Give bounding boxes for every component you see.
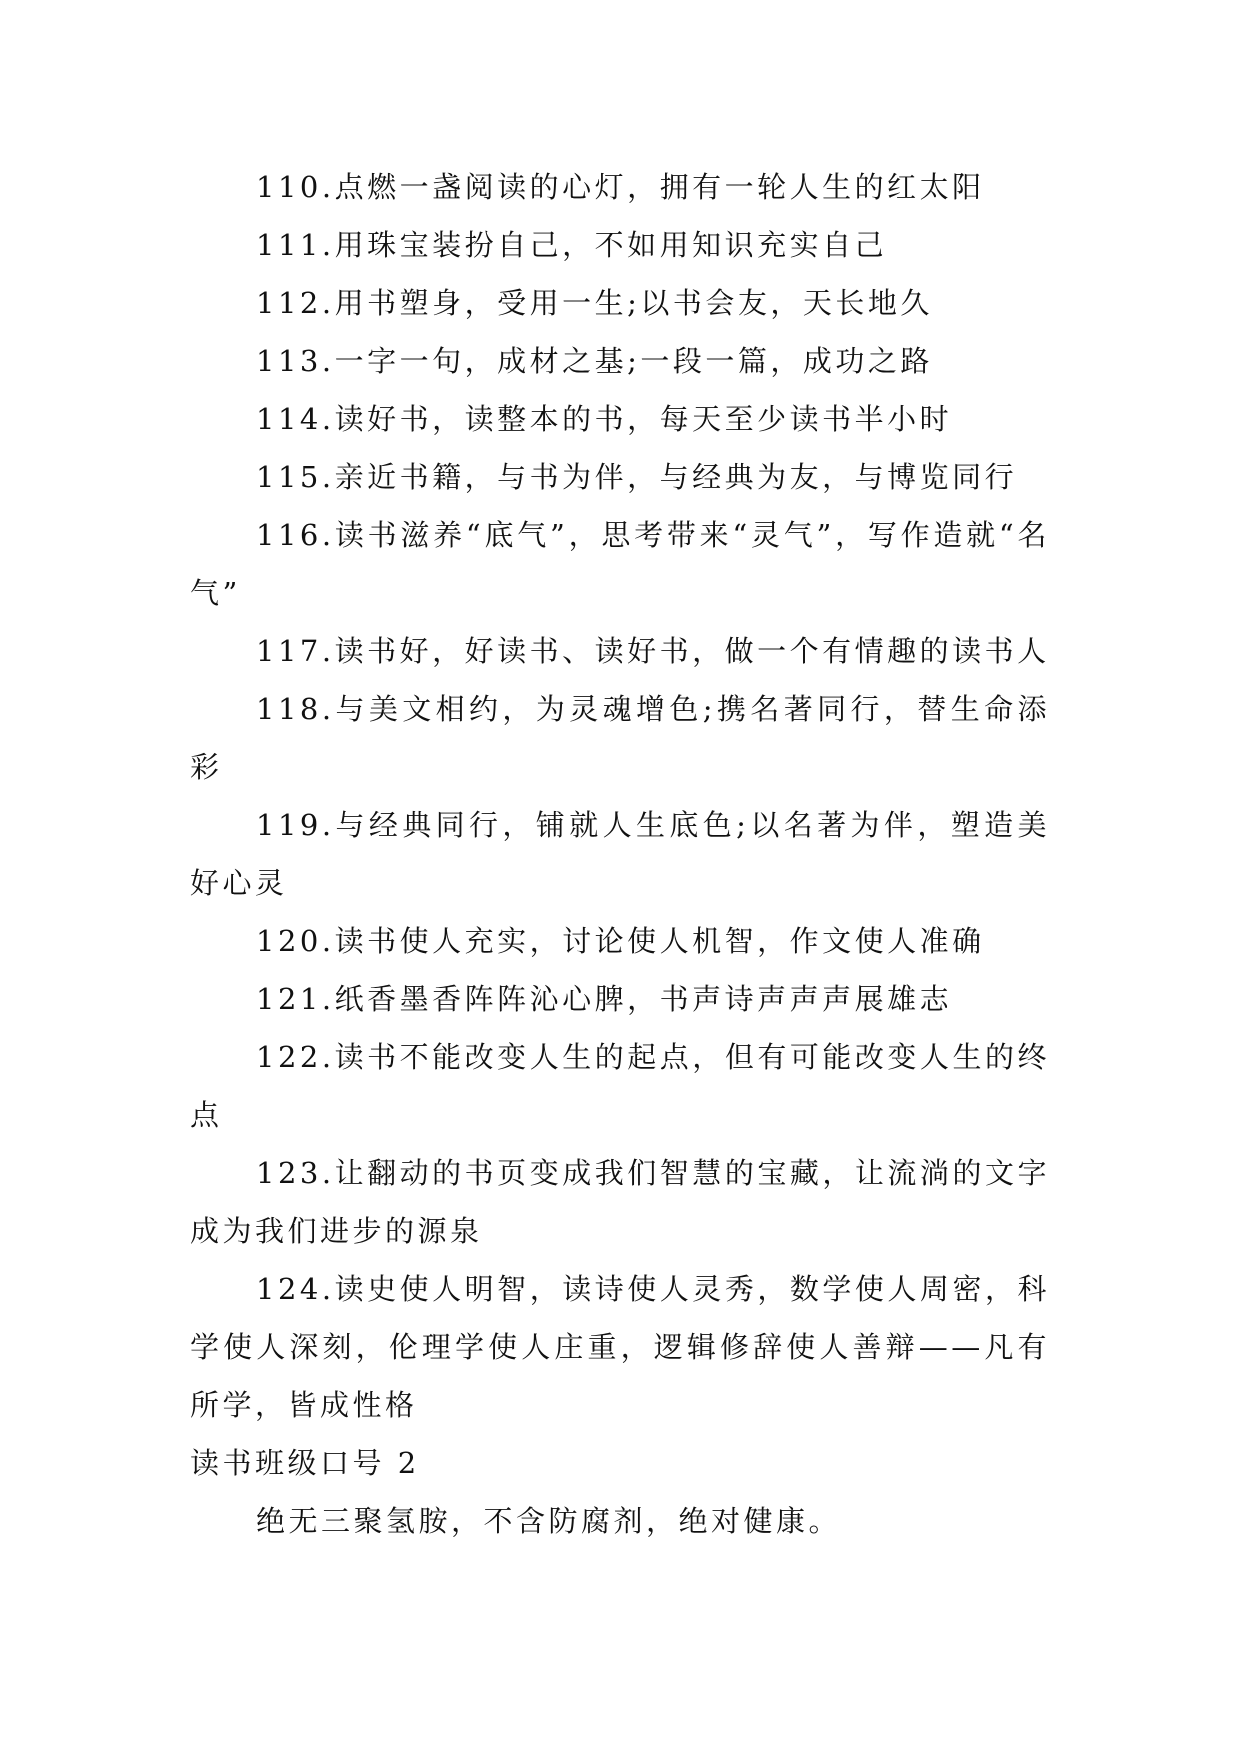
slogan-line-121: 121.纸香墨香阵阵沁心脾，书声诗声声声展雄志 xyxy=(256,982,953,1016)
slogan-line-111: 111.用珠宝装扮自己，不如用知识充实自己 xyxy=(256,228,888,262)
slogan-line-115: 115.亲近书籍，与书为伴，与经典为友，与博览同行 xyxy=(256,460,1018,494)
slogan-line-122: 122.读书不能改变人生的起点，但有可能改变人生的终点 xyxy=(190,1040,1050,1132)
document-body xyxy=(190,158,1050,1550)
slogan-line-last: 绝无三聚氢胺，不含防腐剂，绝对健康。 xyxy=(256,1504,842,1538)
slogan-line-116: 116.读书滋养“底气”，思考带来“灵气”，写作造就“名气” xyxy=(190,518,1050,610)
section-heading: 读书班级口号 2 xyxy=(190,1446,420,1480)
slogan-line-119: 119.与经典同行，铺就人生底色;以名著为伴，塑造美好心灵 xyxy=(190,808,1050,900)
slogan-line-112: 112.用书塑身，受用一生;以书会友，天长地久 xyxy=(256,286,933,320)
slogan-line-124: 124.读史使人明智，读诗使人灵秀，数学使人周密，科学使人深刻，伦理学使人庄重，逻辑修辞使人善辩——凡有所学，皆成性格 xyxy=(190,1272,1050,1422)
slogan-line-120: 120.读书使人充实，讨论使人机智，作文使人准确 xyxy=(256,924,985,958)
slogan-line-118: 118.与美文相约，为灵魂增色;携名著同行，替生命添彩 xyxy=(190,692,1050,784)
slogan-line-114: 114.读好书，读整本的书，每天至少读书半小时 xyxy=(256,402,953,436)
slogan-line-113: 113.一字一句，成材之基;一段一篇，成功之路 xyxy=(256,344,933,378)
slogan-line-117: 117.读书好，好读书、读好书，做一个有情趣的读书人 xyxy=(256,634,1050,668)
slogan-line-110: 110.点燃一盏阅读的心灯，拥有一轮人生的红太阳 xyxy=(256,170,985,204)
slogan-line-123: 123.让翻动的书页变成我们智慧的宝藏，让流淌的文字成为我们进步的源泉 xyxy=(190,1156,1050,1248)
